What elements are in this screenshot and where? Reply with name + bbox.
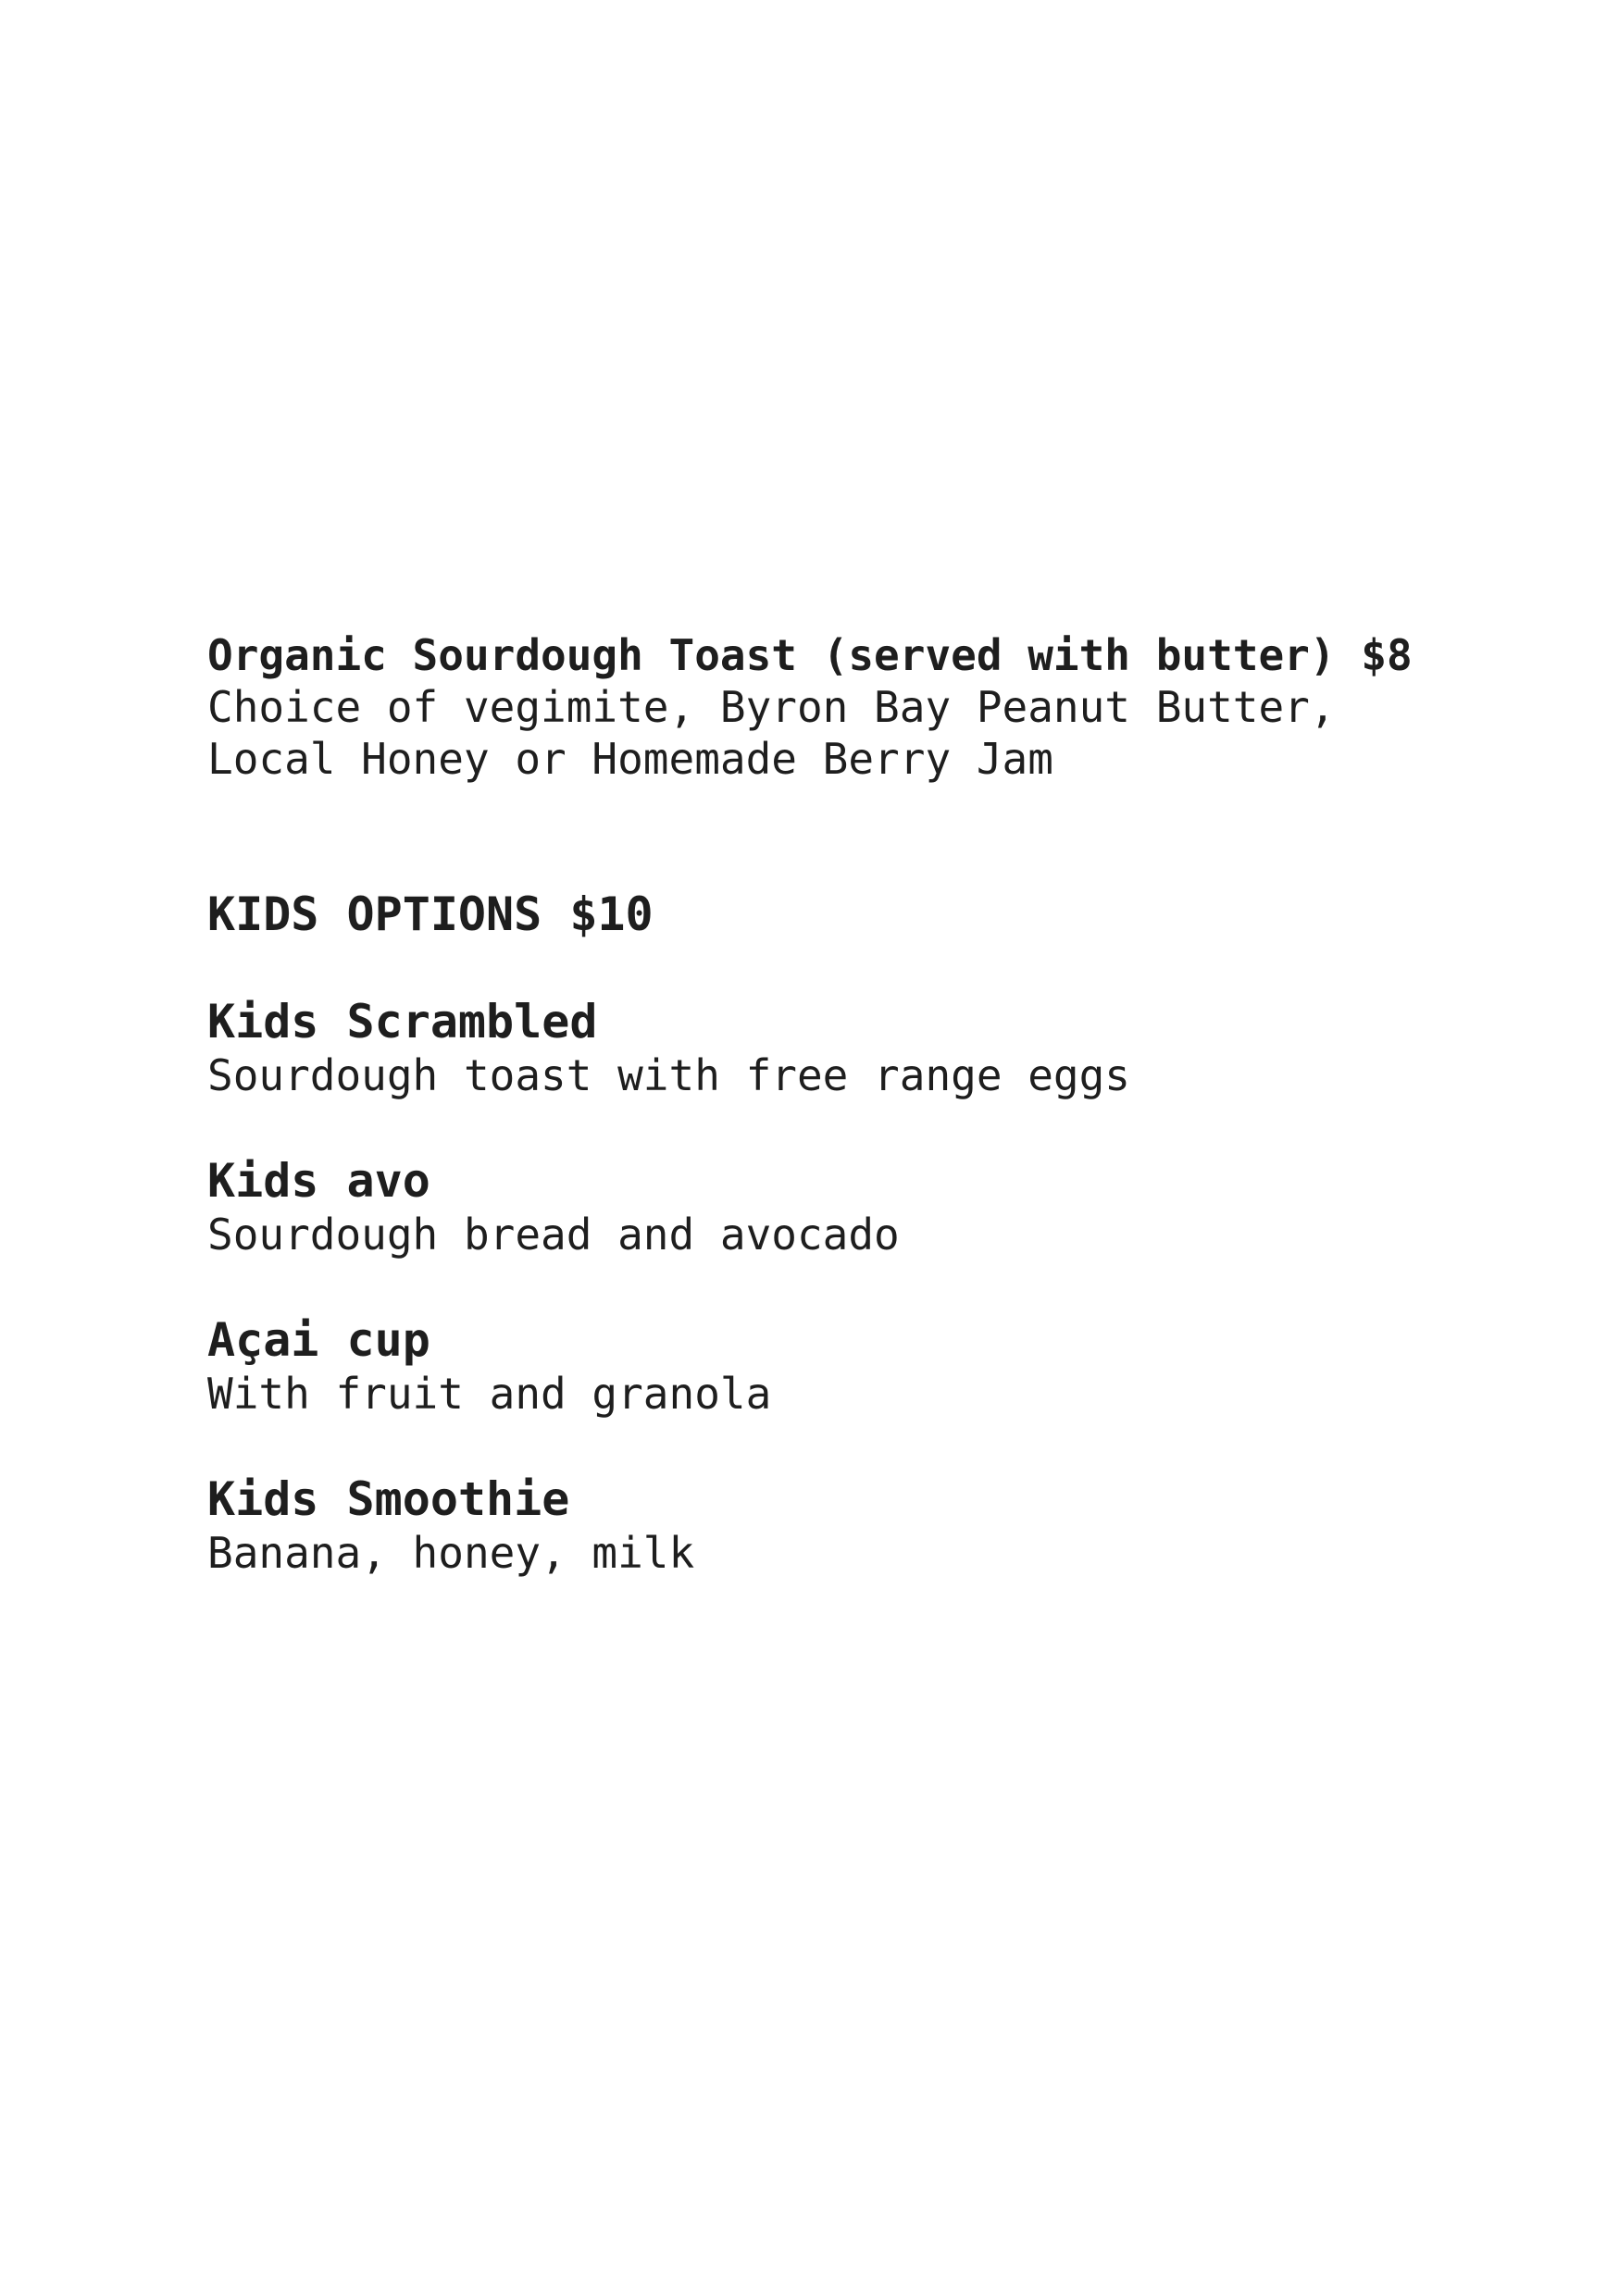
- menu-item-kids-smoothie: [207, 1471, 1503, 1579]
- menu-item-description: Sourdough bread and avocado: [207, 1210, 900, 1260]
- menu-item-description: Sourdough toast with free range eggs: [207, 1050, 1130, 1100]
- menu-item-description: Banana, honey, milk: [207, 1528, 695, 1578]
- menu-item-title: Kids avo: [207, 1154, 430, 1208]
- menu-item-title: Açai cup: [207, 1313, 430, 1367]
- section-heading-kids-options: KIDS OPTIONS $10: [207, 887, 654, 941]
- menu-item-title: Organic Sourdough Toast (served with butter) $8: [207, 630, 1413, 680]
- menu-item-description: Choice of vegimite, Byron Bay Peanut Butter,: [207, 682, 1336, 732]
- menu-page: [207, 629, 1503, 1579]
- menu-item-description: With fruit and granola: [207, 1369, 772, 1419]
- menu-item-title: Kids Smoothie: [207, 1472, 570, 1526]
- menu-item-sourdough-toast: [207, 629, 1503, 785]
- menu-item-description: Local Honey or Homemade Berry Jam: [207, 734, 1053, 784]
- menu-item-kids-avo: [207, 1153, 1503, 1260]
- menu-item-acai-cup: [207, 1312, 1503, 1420]
- menu-item-title: Kids Scrambled: [207, 995, 598, 1049]
- menu-item-kids-scrambled: [207, 994, 1503, 1101]
